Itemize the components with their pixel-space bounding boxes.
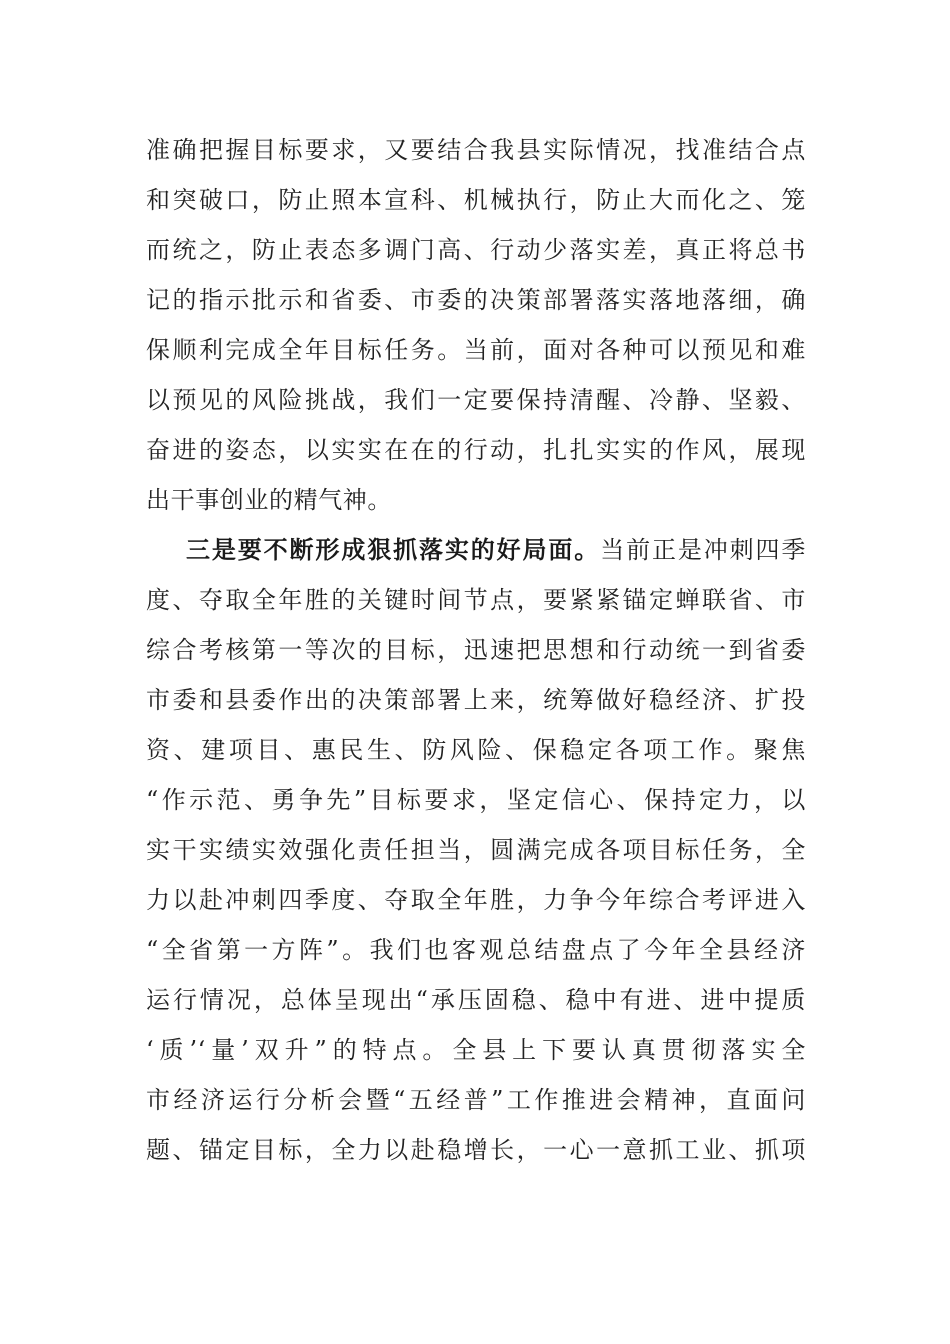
paragraph-1-line-2: 和突破口，防止照本宣科、机械执行，防止大而化之、笼 [146, 186, 806, 214]
paragraph-1-line-6: 以预见的风险挑战，我们一定要保持清醒、冷静、坚毅、 [146, 386, 806, 414]
paragraph-2-line-2: 度、夺取全年胜的关键时间节点，要紧紧锚定蝉联省、市 [146, 586, 806, 614]
paragraph-1-line-4: 记的指示批示和省委、市委的决策部署落实落地落细，确 [146, 286, 806, 314]
paragraph-2-line-5: 资、建项目、惠民生、防风险、保稳定各项工作。聚焦 [146, 736, 806, 764]
paragraph-1-line-8: 出干事创业的精气神。 [146, 486, 392, 514]
paragraph-2-line-1-text: 当前正是冲刺四季 [600, 536, 806, 564]
paragraph-1-line-3: 而统之，防止表态多调门高、行动少落实差，真正将总书 [146, 236, 806, 264]
paragraph-2-line-9: “全省第一方阵”。我们也客观总结盘点了今年全县经济 [146, 936, 806, 964]
paragraph-1-line-1: 准确把握目标要求，又要结合我县实际情况，找准结合点 [146, 136, 806, 164]
paragraph-2-line-6: “作示范、勇争先”目标要求，坚定信心、保持定力，以 [146, 786, 806, 814]
paragraph-2-line-1 [186, 532, 806, 568]
paragraph-2-line-3: 综合考核第一等次的目标，迅速把思想和行动统一到省委 [146, 636, 806, 664]
paragraph-2-line-4: 市委和县委作出的决策部署上来，统筹做好稳经济、扩投 [146, 686, 806, 714]
section-heading: 三是要不断形成狠抓落实的好局面。 [186, 536, 601, 564]
paragraph-1-line-5: 保顺利完成全年目标任务。当前，面对各种可以预见和难 [146, 336, 806, 364]
paragraph-2-line-8: 力以赴冲刺四季度、夺取全年胜，力争今年综合考评进入 [146, 886, 806, 914]
paragraph-2-line-13: 题、锚定目标，全力以赴稳增长，一心一意抓工业、抓项 [146, 1136, 806, 1164]
paragraph-2-line-7: 实干实绩实效强化责任担当，圆满完成各项目标任务，全 [146, 836, 806, 864]
paragraph-2-line-10: 运行情况，总体呈现出“承压固稳、稳中有进、进中提质 [146, 986, 806, 1014]
paragraph-2-line-12: 市经济运行分析会暨“五经普”工作推进会精神，直面问 [146, 1086, 806, 1114]
paragraph-1-line-7: 奋进的姿态，以实实在在的行动，扎扎实实的作风，展现 [146, 436, 806, 464]
paragraph-2-line-11: ‘质’‘量’双升”的特点。全县上下要认真贯彻落实全 [146, 1036, 806, 1064]
